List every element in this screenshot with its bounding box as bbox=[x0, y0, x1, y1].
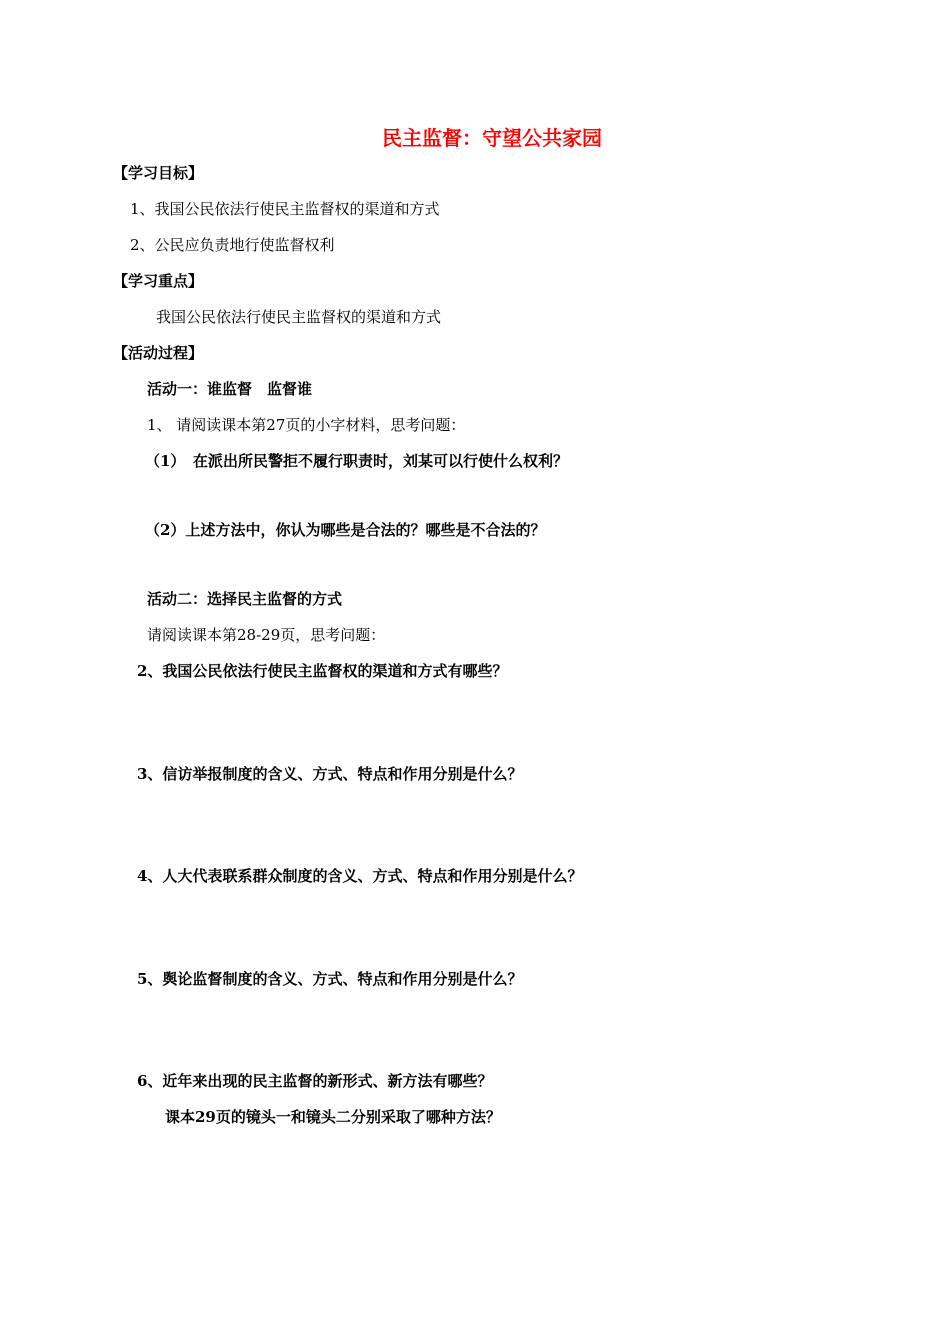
activity-one-instruction: 1、 请阅读课本第27页的小字材料，思考问题： bbox=[147, 416, 466, 434]
process-heading: 【活动过程】 bbox=[113, 344, 204, 362]
question-2: 2、我国公民依法行使民主监督权的渠道和方式有哪些？ bbox=[137, 662, 508, 680]
activity-one-question-1: （1） 在派出所民警拒不履行职责时，刘某可以行使什么权利？ bbox=[145, 452, 568, 470]
question-3: 3、信访举报制度的含义、方式、特点和作用分别是什么？ bbox=[137, 765, 523, 783]
question-6-sub: 课本29页的镜头一和镜头二分别采取了哪种方法？ bbox=[165, 1108, 501, 1126]
activity-two-instruction: 请阅读课本第28-29页，思考问题： bbox=[147, 626, 386, 644]
activity-one-question-2: （2）上述方法中，你认为哪些是合法的？哪些是不合法的？ bbox=[145, 521, 546, 539]
objectives-heading: 【学习目标】 bbox=[113, 164, 204, 182]
page-title: 民主监督：守望公共家园 bbox=[382, 126, 602, 150]
activity-two-heading: 活动二：选择民主监督的方式 bbox=[147, 590, 343, 608]
objective-item-1: 1、我国公民依法行使民主监督权的渠道和方式 bbox=[130, 200, 440, 218]
activity-one-heading: 活动一：谁监督 监督谁 bbox=[147, 380, 313, 398]
objective-item-2: 2、公民应负责地行使监督权利 bbox=[130, 236, 335, 254]
focus-text: 我国公民依法行使民主监督权的渠道和方式 bbox=[156, 308, 442, 326]
question-4: 4、人大代表联系群众制度的含义、方式、特点和作用分别是什么？ bbox=[137, 867, 583, 885]
question-5: 5、舆论监督制度的含义、方式、特点和作用分别是什么？ bbox=[137, 970, 523, 988]
question-6: 6、近年来出现的民主监督的新形式、新方法有哪些？ bbox=[137, 1072, 493, 1090]
focus-heading: 【学习重点】 bbox=[113, 272, 204, 290]
